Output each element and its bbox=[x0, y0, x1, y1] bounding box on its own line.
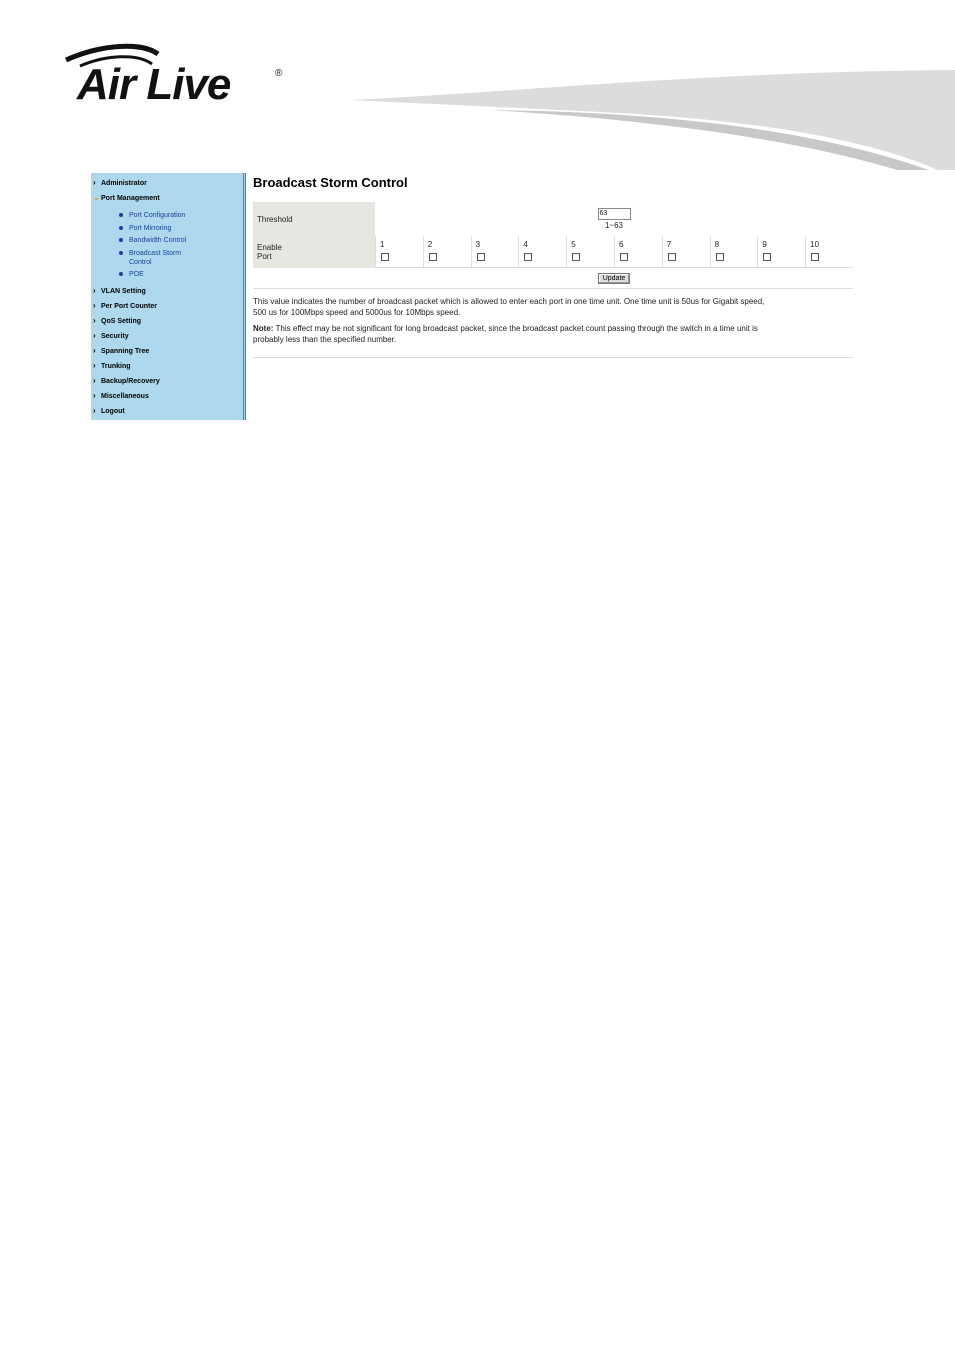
sidebar-item-trunking[interactable] bbox=[93, 360, 131, 372]
update-button[interactable]: Update bbox=[598, 273, 631, 284]
subitem-label: Bandwidth Control bbox=[129, 237, 187, 244]
subitem-label: Port Mirroring bbox=[129, 225, 172, 232]
sidebar-item-per-port-counter[interactable] bbox=[93, 300, 157, 312]
description bbox=[253, 289, 853, 358]
description-paragraph bbox=[253, 296, 853, 318]
bullet-icon bbox=[119, 238, 123, 242]
port-5-checkbox[interactable] bbox=[572, 253, 580, 261]
port-number: 3 bbox=[475, 240, 481, 249]
sidebar-subitem-port-configuration[interactable] bbox=[129, 211, 185, 220]
chevron-right-icon: › bbox=[93, 331, 96, 340]
subitem-label-line2: Control bbox=[129, 259, 152, 266]
port-number: 4 bbox=[523, 240, 528, 249]
logo-text: Air Live bbox=[77, 60, 231, 109]
port-2 bbox=[423, 236, 471, 267]
sidebar-subitem-port-mirroring[interactable] bbox=[129, 224, 171, 233]
threshold-range: 1~63 bbox=[604, 221, 624, 230]
sidebar-item-miscellaneous[interactable] bbox=[93, 390, 149, 402]
threshold-label: Threshold bbox=[253, 202, 375, 236]
port-3-checkbox[interactable] bbox=[477, 253, 485, 261]
port-10-checkbox[interactable] bbox=[811, 253, 819, 261]
enable-port-row bbox=[253, 236, 853, 268]
port-7-checkbox[interactable] bbox=[668, 253, 676, 261]
sidebar-item-spanning-tree[interactable] bbox=[93, 345, 149, 357]
sidebar-item-label: Security bbox=[101, 333, 129, 340]
description-row bbox=[253, 289, 853, 358]
screenshot-region bbox=[91, 173, 853, 420]
bullet-icon bbox=[119, 213, 123, 217]
bullet-icon bbox=[119, 251, 123, 255]
subitem-label: Port Configuration bbox=[129, 212, 186, 219]
chevron-right-icon: › bbox=[93, 316, 96, 325]
chevron-right-icon: › bbox=[93, 301, 96, 310]
enable-port-label bbox=[253, 236, 375, 268]
sidebar-item-label: Administrator bbox=[101, 180, 147, 187]
sidebar-item-backup-recovery[interactable] bbox=[93, 375, 160, 387]
airlive-logo bbox=[62, 42, 292, 112]
sidebar-item-label: Per Port Counter bbox=[101, 303, 158, 310]
note-line1: This effect may be not significant for long broadcast packet, since the broadcast packet count passing through the switch in a time unit is bbox=[273, 324, 758, 333]
port-4 bbox=[518, 236, 566, 267]
enable-port-label-line1: Enable bbox=[257, 243, 282, 252]
bullet-icon bbox=[119, 272, 123, 276]
port-1-checkbox[interactable] bbox=[381, 253, 389, 261]
sidebar-item-vlan-setting[interactable] bbox=[93, 285, 146, 297]
port-9-checkbox[interactable] bbox=[763, 253, 771, 261]
port-9 bbox=[757, 236, 805, 267]
chevron-right-icon: › bbox=[93, 286, 96, 295]
port-2-checkbox[interactable] bbox=[429, 253, 437, 261]
port-number: 7 bbox=[666, 240, 672, 249]
update-cell bbox=[375, 268, 853, 289]
port-6 bbox=[614, 236, 662, 267]
sidebar-item-logout[interactable] bbox=[93, 405, 125, 417]
sidebar-item-label: Backup/Recovery bbox=[101, 378, 160, 385]
update-row-spacer bbox=[253, 268, 375, 289]
port-number: 1 bbox=[380, 240, 385, 249]
sidebar-item-security[interactable] bbox=[93, 330, 129, 342]
port-8-checkbox[interactable] bbox=[716, 253, 724, 261]
subitem-label: POE bbox=[129, 271, 144, 278]
sidebar-subitem-broadcast-storm-control[interactable] bbox=[129, 249, 181, 267]
sidebar-item-label: QoS Setting bbox=[101, 318, 142, 325]
sidebar-item-label: Port Management bbox=[101, 195, 160, 202]
update-row bbox=[253, 268, 853, 289]
main-content bbox=[251, 173, 853, 420]
port-5 bbox=[566, 236, 614, 267]
port-10 bbox=[805, 236, 853, 267]
sidebar-item-label: Spanning Tree bbox=[101, 348, 150, 355]
storm-control-form bbox=[253, 202, 853, 358]
page-header bbox=[0, 0, 955, 170]
sidebar-item-port-management[interactable] bbox=[93, 192, 160, 204]
chevron-right-icon: › bbox=[93, 178, 96, 187]
subitem-label-line1: Broadcast Storm bbox=[129, 250, 182, 257]
port-number: 2 bbox=[427, 240, 433, 249]
port-number: 8 bbox=[714, 240, 720, 249]
sidebar-subitem-bandwidth-control[interactable] bbox=[129, 236, 186, 245]
sidebar-item-administrator[interactable] bbox=[93, 177, 147, 189]
bullet-icon bbox=[119, 226, 123, 230]
port-list bbox=[375, 236, 853, 268]
port-number: 9 bbox=[762, 240, 767, 249]
description-line1: This value indicates the number of broadcast packet which is allowed to enter each port in one time unit. One time unit is 50us for Gigabit speed, bbox=[253, 297, 765, 306]
threshold-cell bbox=[375, 202, 853, 236]
note-paragraph bbox=[253, 323, 853, 345]
page-title: Broadcast Storm Control bbox=[253, 175, 408, 190]
chevron-right-icon: › bbox=[93, 391, 96, 400]
port-number: 5 bbox=[571, 240, 576, 249]
enable-port-label-line2: Port bbox=[257, 252, 272, 261]
port-3 bbox=[471, 236, 519, 267]
port-4-checkbox[interactable] bbox=[524, 253, 532, 261]
port-6-checkbox[interactable] bbox=[620, 253, 628, 261]
port-8 bbox=[710, 236, 758, 267]
port-1 bbox=[375, 236, 423, 267]
note-line2: probably less than the specified number. bbox=[253, 335, 397, 344]
description-line2: 500 us for 100Mbps speed and 5000us for 10Mbps speed. bbox=[253, 308, 461, 317]
sidebar-subitem-poe[interactable] bbox=[129, 270, 144, 279]
note-label: Note: bbox=[253, 324, 274, 333]
port-number: 6 bbox=[618, 240, 624, 249]
threshold-input[interactable]: 63 bbox=[598, 208, 631, 220]
chevron-right-icon: › bbox=[93, 406, 96, 415]
port-number: 10 bbox=[810, 240, 820, 249]
chevron-down-icon: ⌄ bbox=[93, 193, 100, 202]
chevron-right-icon: › bbox=[93, 346, 96, 355]
sidebar-item-qos-setting[interactable] bbox=[93, 315, 141, 327]
ports-cell bbox=[375, 236, 853, 268]
sidebar-item-label: Logout bbox=[101, 408, 125, 415]
sidebar-item-label: Trunking bbox=[101, 363, 131, 370]
chevron-right-icon: › bbox=[93, 361, 96, 370]
sidebar bbox=[91, 173, 246, 420]
logo-registered-mark: ® bbox=[275, 68, 283, 79]
sidebar-item-label: Miscellaneous bbox=[101, 393, 149, 400]
port-7 bbox=[662, 236, 710, 267]
sidebar-item-label: VLAN Setting bbox=[101, 288, 146, 295]
chevron-right-icon: › bbox=[93, 376, 96, 385]
threshold-row bbox=[253, 202, 853, 236]
